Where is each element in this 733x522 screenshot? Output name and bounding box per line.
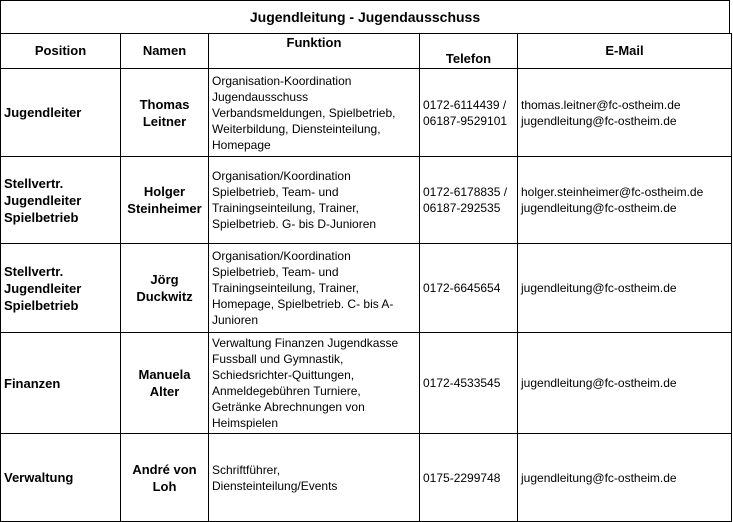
table-row — [1, 244, 732, 333]
header-position: Position — [1, 34, 121, 69]
email-cell: thomas.leitner@fc-ostheim.de jugendleitung@fc-ostheim.de — [518, 69, 732, 157]
email-cell: jugendleitung@fc-ostheim.de — [518, 244, 732, 333]
name-cell: Holger Steinheimer — [121, 157, 209, 244]
position-cell: Jugendleiter — [1, 69, 121, 157]
funktion-cell: Schriftführer, Diensteinteilung/Events — [209, 434, 420, 522]
position-cell: Stellvertr. Jugendleiter Spielbetrieb — [1, 157, 121, 244]
header-row — [1, 34, 732, 69]
header-namen: Namen — [121, 34, 209, 69]
header-funktion: Funktion — [209, 34, 420, 69]
email-cell: holger.steinheimer@fc-ostheim.de jugendleitung@fc-ostheim.de — [518, 157, 732, 244]
email-cell: jugendleitung@fc-ostheim.de — [518, 434, 732, 522]
jugendausschuss-table — [0, 33, 732, 522]
funktion-cell: Organisation/Koordination Spielbetrieb, Team- und Trainingseinteilung, Trainer, Homepage, Spielbetrieb. C- bis A- Junioren — [209, 244, 420, 333]
telefon-cell: 0172-6178835 / 06187-292535 — [420, 157, 518, 244]
name-cell: Manuela Alter — [121, 333, 209, 434]
header-telefon: Telefon — [420, 34, 518, 69]
telefon-cell: 0175-2299748 — [420, 434, 518, 522]
telefon-cell: 0172-6645654 — [420, 244, 518, 333]
name-cell: Thomas Leitner — [121, 69, 209, 157]
table-title: Jugendleitung - Jugendausschuss — [0, 0, 730, 33]
funktion-cell: Organisation/Koordination Spielbetrieb, Team- und Trainingseinteilung, Trainer, Spielbetrieb. G- bis D-Junioren — [209, 157, 420, 244]
header-email: E-Mail — [518, 34, 732, 69]
table-row — [1, 434, 732, 522]
position-cell: Verwaltung — [1, 434, 121, 522]
email-cell: jugendleitung@fc-ostheim.de — [518, 333, 732, 434]
table-row — [1, 69, 732, 157]
funktion-cell: Verwaltung Finanzen Jugendkasse Fussball und Gymnastik, Schiedsrichter-Quittungen, Anmeldegebühren Turniere, Getränke Abrechnungen von Heimspielen — [209, 333, 420, 434]
table-row — [1, 157, 732, 244]
position-cell: Finanzen — [1, 333, 121, 434]
telefon-cell: 0172-6114439 / 06187-9529101 — [420, 69, 518, 157]
funktion-cell: Organisation-Koordination Jugendausschuss Verbandsmeldungen, Spielbetrieb, Weiterbildung, Diensteinteilung, Homepage — [209, 69, 420, 157]
name-cell: Jörg Duckwitz — [121, 244, 209, 333]
table-row — [1, 333, 732, 434]
position-cell: Stellvertr. Jugendleiter Spielbetrieb — [1, 244, 121, 333]
telefon-cell: 0172-4533545 — [420, 333, 518, 434]
name-cell: André von Loh — [121, 434, 209, 522]
